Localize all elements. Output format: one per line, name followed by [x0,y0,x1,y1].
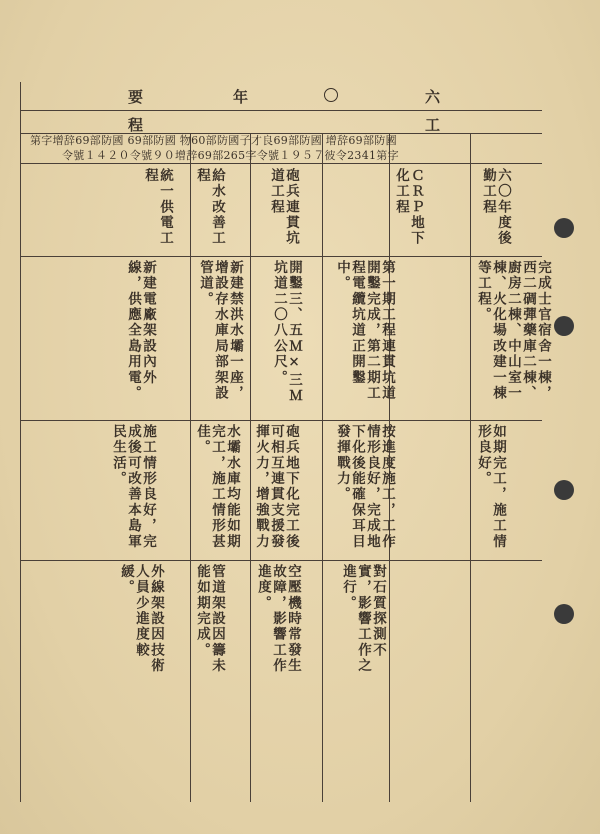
rule [20,163,542,164]
subtitle-left: 程 [128,116,144,134]
rule [20,82,21,802]
binder-hole [554,480,574,500]
project-name: ＣＲＰ地下化工程 [393,168,424,247]
result: 按進度施工，工作情形良好，完成地下化後能確保耳目發揮戰力。 [334,424,395,550]
problem: 對石質探測不實，影響工作之進行。 [340,564,386,674]
rule [20,560,542,561]
rule [20,420,542,421]
work-content: 新建禁洪水壩一座，增設存水庫局部架設管道。 [197,260,243,402]
title-left: 要 [128,88,144,106]
binder-hole [554,604,574,624]
binder-hole [554,316,574,336]
rule [20,110,542,111]
title-middle: 年 [233,88,249,106]
result: 如期完工，施工情形良好。 [475,424,506,550]
problem: 管道架設因籌未能如期完成。 [194,564,225,674]
problem: 空壓機時常發生故障，影響工作進度。 [255,564,301,674]
work-content: 第一期工程連貫坑道開鑿完成，第二期工程電纜坑道正開鑿中。 [334,260,395,402]
result: 水壩水庫均能如期完工，施工情形甚佳。 [194,424,240,550]
rule [190,133,191,802]
problem: 外線架設因技術人員少進度較緩。 [118,564,164,674]
rule [20,256,542,257]
circle-mark [324,88,338,102]
work-content: 完成士官宿舍一棟，西二碉彈藥庫二棟、廚房二棟、中山室一棟、火化場改建一棟等工程。 [475,260,551,402]
project-name: 統一供電工程 [142,168,173,247]
reference-row-1: 第字增辞69部防國 69部防國 物60部防國子才良69部防國 增辞69部防國 [30,134,397,147]
binder-hole [554,218,574,238]
result: 砲兵地下化完工後可相互連貫支援發揮火力，增強戰力 [253,424,299,550]
work-content: 開鑿三、五Ｍ×三Ｍ坑道二〇八公尺。 [271,260,302,404]
result: 施工情形良好，完成後可改善本島軍民生活。 [110,424,156,550]
rule [250,133,251,802]
project-name: 給水改善工程 [194,168,225,247]
project-name: 六〇年度後勤工程 [480,168,511,247]
project-name: 砲兵連貫坑道工程 [268,168,299,247]
reference-row-2: 令號１４２０令號９０增辞69部265字令號１９５７彼令2341第字 [62,149,399,162]
subtitle-right: 工 [425,116,441,134]
rule [322,133,323,802]
rule [470,133,471,802]
title-right: 六 [425,88,441,106]
work-content: 新建電廠架設內外線，供應全島用電。 [125,260,156,402]
